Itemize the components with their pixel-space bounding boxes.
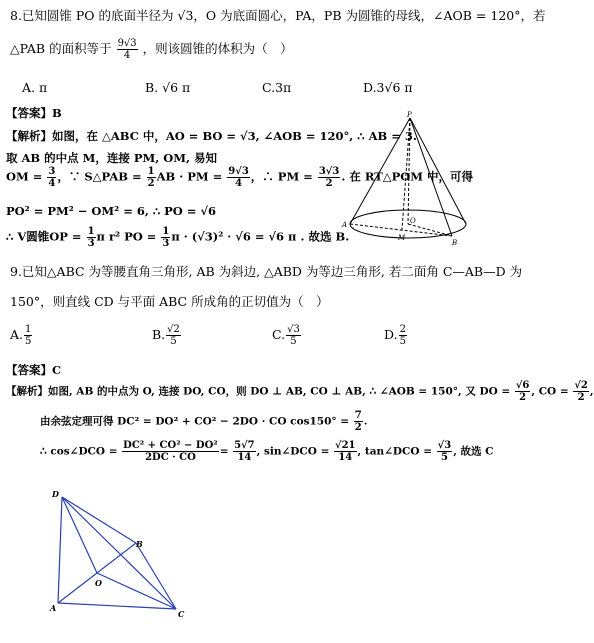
label-o: O [410,217,416,225]
fraction [227,166,250,189]
q8-stem-line1: 8.已知圆锥 PO 的底面半径为 √3，O 为底面圆心，PA，PB 为圆锥的母线，∠AOB = 120°，若 [10,8,546,23]
text: 由余弦定理可得 DC² = DO² + CO² − 2DO · CO cos150° = [40,415,350,428]
frac-numerator: DC² + CO² − DO² [123,440,218,451]
text: , sin∠DCO = [256,445,330,458]
frac-numerator: √21 [335,440,356,451]
frac-numerator: 1 [147,166,155,177]
option-label: A. [10,327,24,342]
q8-analysis-1: 【解析】如图，在 △ABC 中，AO = BO = √3, ∠AOB = 120°, ∴ AB = 3. [6,129,417,143]
text: AB · PM = [156,169,223,184]
label-a: A [342,221,348,229]
text: = [219,445,229,458]
frac-denominator: 2 [577,392,585,403]
text: , CO = [531,385,569,398]
fraction [354,410,363,433]
frac-numerator: √6 [515,380,530,391]
label-p: P [407,111,412,119]
q9-analysis-2 [40,410,367,433]
fraction [147,166,156,189]
q8-option-b: B. √6 π [145,80,191,95]
fraction [318,166,341,189]
frac-denominator: 4 [235,178,243,189]
segment-co [97,573,176,609]
text: ，∵ S△PAB = [57,169,142,184]
frac-denominator: 14 [237,452,252,463]
frac-denominator: 5 [290,336,297,347]
fraction [122,440,219,463]
frac-numerator: √3 [287,324,300,335]
fraction [399,324,407,347]
q9-stem-line1: 9.已知△ABC 为等腰直角三角形, AB 为斜边, △ABD 为等边三角形, 若二面角 C—AB—D 为 [10,264,523,279]
q8-stem-line2 [10,38,293,61]
cone-slant-left [350,118,410,224]
cone-slant-right [410,118,466,224]
frac-numerator: √2 [574,380,588,391]
frac-denominator: 3 [162,238,170,249]
fraction [437,440,453,463]
fraction [573,380,589,403]
frac-numerator: 7 [354,410,362,421]
fraction [87,226,96,249]
frac-denominator: 5 [25,336,32,347]
edge-ac [58,603,176,609]
text: , [589,385,594,398]
cone-figure [340,112,475,247]
frac-numerator: √3 [437,440,452,451]
q9-option-d [384,324,408,347]
fraction [233,440,256,463]
text: OM = [6,169,43,184]
fraction [334,440,357,463]
label-c: C [178,609,185,619]
tetrahedron-figure [40,485,200,635]
text: ，∴ PM = [250,169,313,184]
q9-option-a [10,324,33,347]
option-label: D. [384,327,398,342]
fraction [286,324,301,347]
text: π · (√3)² · √6 = √6 π . 故选 B. [171,229,350,244]
text: 【解析】如图, AB 的中点为 O, 连接 DO, CO，则 DO ⊥ AB, CO ⊥ AB, ∴ ∠AOB = 150°, 又 DO = [6,385,511,398]
text: . [363,415,368,428]
segment-pb [410,118,452,236]
q8-analysis-2: 取 AB 的中点 M，连接 PM, OM, 易知 [6,151,218,165]
frac-denominator: 5 [170,336,177,347]
text: ∴ cos∠DCO = [40,445,118,458]
fraction [166,324,181,347]
option-label: C. [272,327,286,342]
option-label: B. [152,327,166,342]
frac-denominator: 2 [519,392,527,403]
frac-numerator: 1 [87,226,95,237]
q9-analysis-1 [6,380,594,403]
frac-numerator: 1 [25,324,32,335]
frac-numerator: 3 [48,166,56,177]
frac-denominator: 4 [48,178,56,189]
frac-denominator: 5 [399,336,406,347]
q8-area-fraction [117,38,138,61]
fraction [24,324,32,347]
frac-numerator: 1 [162,226,170,237]
frac-denominator: 3 [87,238,95,249]
q8-analysis-4: PO² = PM² − OM² = 6, ∴ PO = √6 [6,204,217,218]
edge-da [58,497,62,603]
text: , 故选 C [453,445,494,458]
edge-dc [62,497,176,609]
label-a: A [50,603,57,613]
q8-option-a: A. π [22,80,48,95]
q9-analysis-3 [40,440,494,463]
text: π r² PO = [96,229,157,244]
frac-numerator: 3√3 [318,166,340,177]
label-d: D [52,489,59,499]
frac-numerator: 5√7 [234,440,255,451]
q8-option-d: D.3√6 π [363,80,413,95]
frac-denominator: 2 [354,422,362,433]
fraction [47,166,56,189]
text: , tan∠DCO = [357,445,432,458]
q8-stem-text: △PAB 的面积等于 [10,41,112,56]
text: ∴ V圆锥OP = [6,229,82,244]
q8-analysis-5 [6,226,349,249]
frac-denominator: 2 [325,178,333,189]
label-b: B [452,239,458,247]
frac-numerator: 2 [399,324,406,335]
q8-option-c: C.3π [262,80,292,95]
label-m: M [398,234,406,242]
fraction [161,226,170,249]
q8-answer: 【答案】B [6,106,62,120]
frac-denominator: 2DC · CO [145,452,196,463]
q9-answer: 【答案】C [6,363,62,377]
frac-denominator: 2 [147,178,155,189]
frac-numerator: 9√3 [228,166,249,177]
frac-numerator: √2 [167,324,180,335]
q8-stem-text-end: ，则该圆锥的体积为（ ） [142,41,293,56]
label-b: B [136,539,143,549]
fraction [515,380,531,403]
text: . 在 RT△POM 中，可得 [341,169,474,184]
q9-option-b [152,324,182,347]
frac-denominator: 14 [338,452,353,463]
label-o: O [95,578,102,588]
frac-denominator: 5 [440,452,448,463]
q9-stem-line2: 150°，则直线 CD 与平面 ABC 所成角的正切值为（ ） [10,294,329,309]
frac-numerator: 9√3 [117,38,137,49]
q9-option-c [272,324,302,347]
frac-denominator: 4 [123,50,131,61]
